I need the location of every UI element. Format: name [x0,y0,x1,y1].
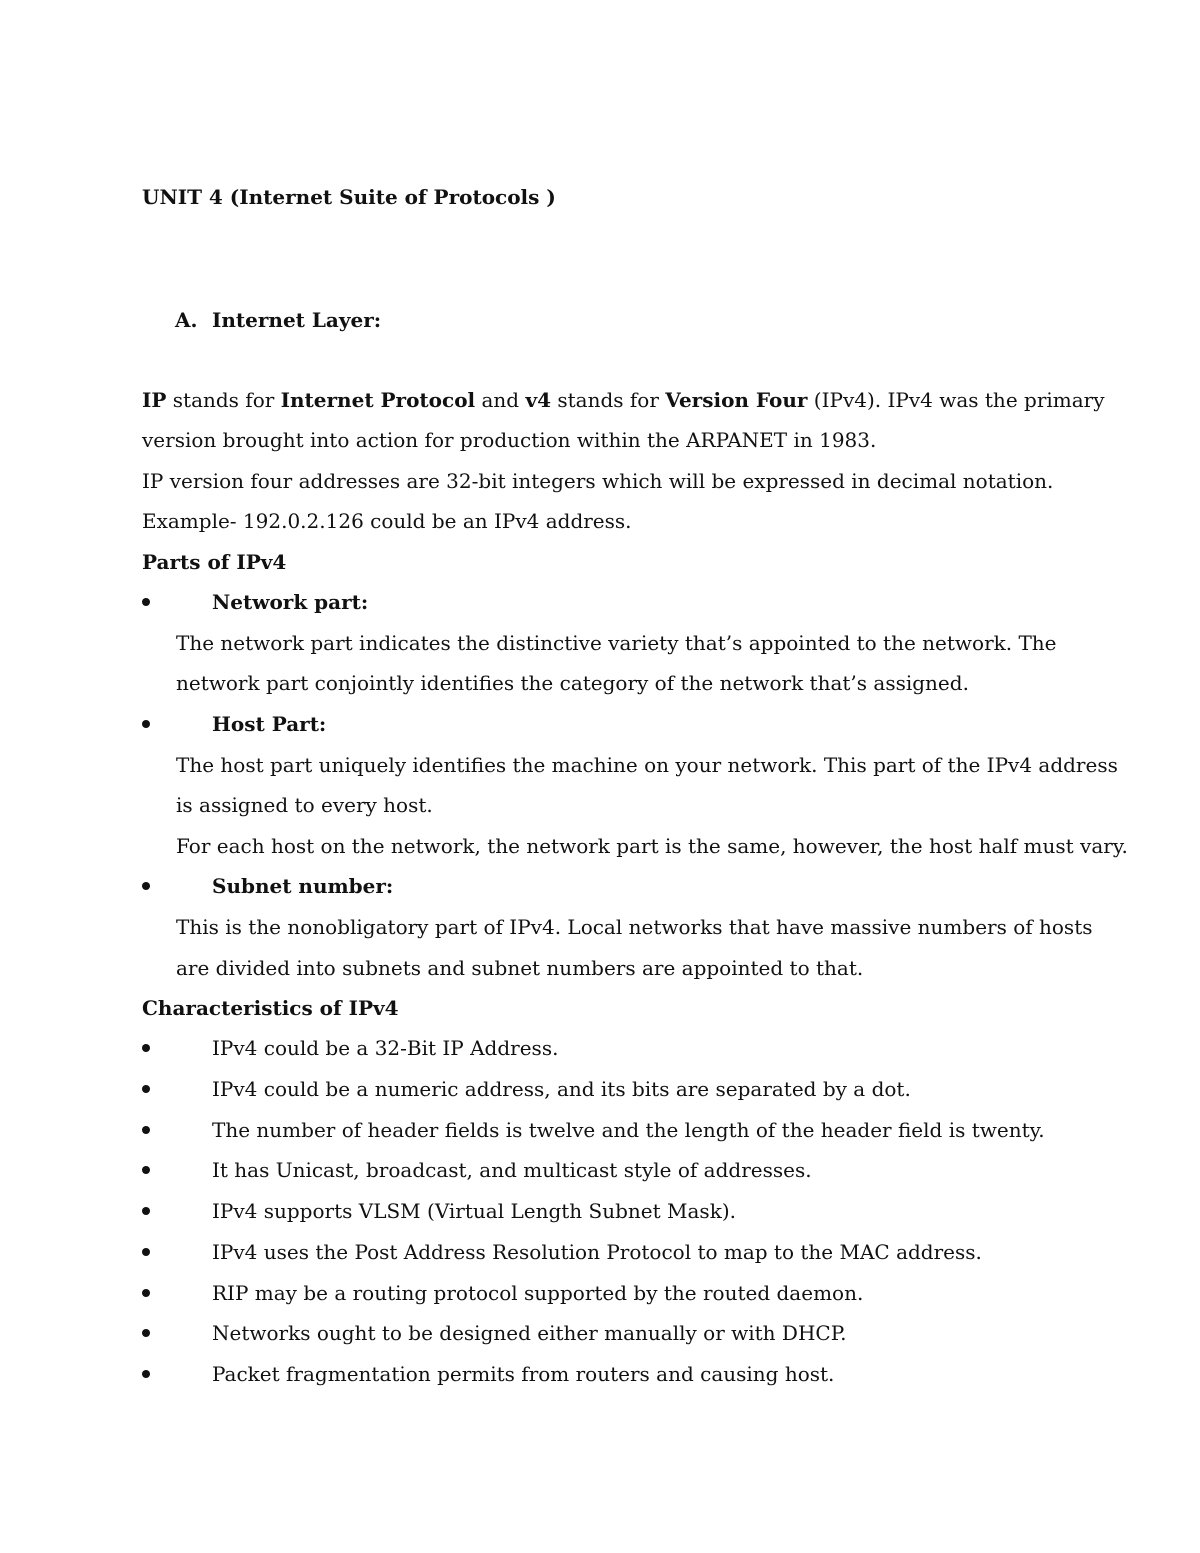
host-part-label: Host Part: [212,712,327,736]
characteristic-item: IPv4 uses the Post Address Resolution Protocol to map to the MAC address. [212,1240,982,1264]
bullet-icon [142,1370,150,1378]
characteristic-item: It has Unicast, broadcast, and multicast style of addresses. [212,1158,812,1182]
bullet-icon [142,1126,150,1134]
intro-line-3: IP version four addresses are 32-bit integers which will be expressed in decimal notation. [142,469,1054,493]
intro-text: stands for [551,388,666,412]
bullet-icon [142,882,150,890]
intro-text: (IPv4). IPv4 was the primary [807,388,1105,412]
characteristic-item: IPv4 supports VLSM (Virtual Length Subnet Mask). [212,1199,736,1223]
host-part-line-1: The host part uniquely identifies the machine on your network. This part of the IPv4 address [176,753,1118,777]
bullet-icon [142,1044,150,1052]
bullet-icon [142,1166,150,1174]
characteristic-item: The number of header fields is twelve and the length of the header field is twenty. [212,1118,1045,1142]
subnet-line-2: are divided into subnets and subnet numbers are appointed to that. [176,956,864,980]
subnet-line-1: This is the nonobligatory part of IPv4. Local networks that have massive numbers of hosts [176,915,1093,939]
bullet-icon [142,1085,150,1093]
section-marker: A. [175,308,198,332]
bullet-icon [142,1329,150,1337]
subnet-number-label: Subnet number: [212,874,394,898]
network-part-line-2: network part conjointly identifies the category of the network that’s assigned. [176,671,969,695]
term-v4: v4 [525,388,552,412]
intro-text: and [475,388,526,412]
characteristic-item: IPv4 could be a 32-Bit IP Address. [212,1036,559,1060]
term-ip: IP [142,388,167,412]
term-internet-protocol: Internet Protocol [280,388,476,412]
characteristics-heading: Characteristics of IPv4 [142,996,399,1020]
bullet-icon [142,720,150,728]
intro-line-4: Example- 192.0.2.126 could be an IPv4 address. [142,509,632,533]
network-part-line-1: The network part indicates the distinctive variety that’s appointed to the network. The [176,631,1057,655]
characteristic-item: IPv4 could be a numeric address, and its bits are separated by a dot. [212,1077,911,1101]
page-title: UNIT 4 (Internet Suite of Protocols ) [142,185,556,209]
parts-heading: Parts of IPv4 [142,550,287,574]
intro-text: stands for [166,388,281,412]
bullet-icon [142,1248,150,1256]
bullet-icon [142,1207,150,1215]
host-part-line-2: is assigned to every host. [176,793,433,817]
intro-line-1 [142,388,1105,412]
intro-line-2: version brought into action for production within the ARPANET in 1983. [142,428,877,452]
term-version-four: Version Four [665,388,808,412]
characteristic-item: Packet fragmentation permits from routers and causing host. [212,1362,835,1386]
bullet-icon [142,1289,150,1297]
host-part-line-3: For each host on the network, the network part is the same, however, the host half must vary. [176,834,1128,858]
bullet-icon [142,598,150,606]
section-heading: Internet Layer: [212,308,382,332]
characteristic-item: RIP may be a routing protocol supported by the routed daemon. [212,1281,864,1305]
network-part-label: Network part: [212,590,369,614]
characteristic-item: Networks ought to be designed either manually or with DHCP. [212,1321,847,1345]
